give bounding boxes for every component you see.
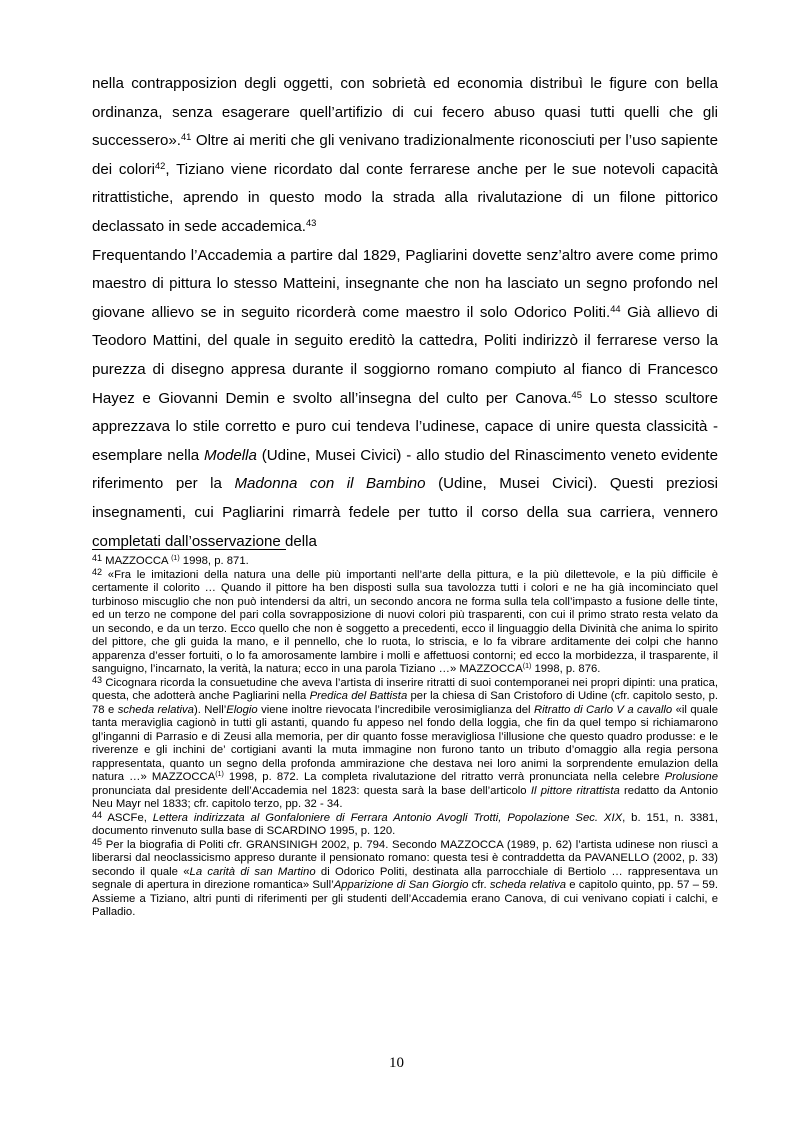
italic-text: Prolusione	[664, 771, 718, 783]
italic-text: Madonna con il Bambino	[234, 475, 426, 493]
italic-text: Lettera indirizzata al Gonfaloniere di Ferrara Antonio Avogli Trotti, Popolazione Sec. XIX	[152, 811, 623, 824]
superscript: (1)	[171, 555, 180, 563]
footnote: $^{41}$ MAZZOCCA $^{(1)}$ 1998, p. 871.	[92, 552, 249, 567]
superscript: 43	[305, 217, 317, 228]
superscript: (1)	[522, 663, 532, 671]
italic-text: La carità di san Martino	[189, 865, 316, 878]
footnote-separator	[92, 549, 286, 550]
superscript: 41	[180, 132, 192, 143]
italic-text: Elogio	[226, 703, 258, 716]
italic-text: scheda relativa	[489, 879, 566, 891]
body-paragraph: nella contrapposizion degli oggetti, con sobrietà ed economia distribuì le figure con bella ordinanza, senza esagerare quell’artifizio di cui fecero abuso quasi tutti quelli che gli successero».$^{41}$ Oltre ai meriti che gli venivano tradizionalmente riconosciuti per l’uso sapiente dei colori$^{42}$, Tiziano viene ricordato dal conte ferrarese anche per le sue notevoli capacità ritrattistiche, aprendo in questo modo la strada alla rivalutazione di un filone pittorico declassato in sede accademica.$^{43}$	[92, 75, 718, 235]
superscript: (1)	[215, 771, 224, 779]
italic-text: Predica del Battista	[309, 690, 408, 702]
footnote: $^{45}$ Per la biografia di Politi cfr. GRANSINIGH 2002, p. 794. Secondo MAZZOCCA (1989, p. 62) l’artista udinese non riuscì a liberarsi dal neoclassicismo appreso durante il pensionato romano: questa tesi è contraddetta da PAVANELLO (2002, p. 33) secondo il quale «La carità di san Martino di Odorico Politi, destinata alla parrocchiale di Bertiolo … rappresentava un segnale di apertura in direzione romantica» Sull’Apparizione di San Giorgio cfr. scheda relativa e capitolo quinto, pp. 57 – 59. Assieme a Tiziano, altri punti di riferimenti per gli studenti dell’Accademia erano Canova, di cui venivano copiati i calchi, e Palladio.	[92, 836, 719, 918]
footnote-number: 45	[92, 836, 103, 847]
body-paragraph: Frequentando l’Accademia a partire dal 1829, Pagliarini dovette senz’altro avere come primo maestro di pittura lo stesso Matteini, insegnante che non ha lasciato un segno profondo nel giovane allievo se in seguito ricorderà come maestro il solo Odorico Politi.$^{44}$ Già allievo di Teodoro Mattini, del quale in seguito ereditò la cattedra, Politi indirizzò il ferrarese verso la purezza di disegno appresa durante il soggiorno romano compiuto al fianco di Francesco Hayez e Giovanni Demin e svolto all’insegna del culto per Canova.$^{45}$ Lo stesso scultore apprezzava lo stile corretto e puro cui tendeva l’udinese, capace di unire questa classicità - esemplare nella Modella (Udine, Musei Civici) - allo studio del Rinascimento veneto evidente riferimento per la Madonna con il Bambino (Udine, Musei Civici). Questi preziosi insegnamenti, cui Pagliarini rimarrà fedele per tutto il corso della sua carriera, vennero completati dall’osservazione della	[92, 246, 719, 550]
italic-text: Modella	[204, 446, 257, 464]
footnote: $^{42}$ «Fra le imitazioni della natura una delle più importanti nell’arte della pittura, e la più dilettevole, e la più difficile è certamente il colorito … Quando il pittore ha ben disposti sulla sua tavolozza tutti i colori e ne ha già incominciato quel turbinoso miscuglio che non può intendersi da altri, un secondo ancora ne forma sulla tela coll’impasto a fusione delle tinte, ed un terzo ne compone del pari colla sovrapposizione di nuovi colori più trasparenti, con cui il primo strato resta velato da un secondo, e da un terzo. Ecco quello che non è soggetto a precedenti, ecco il linguaggio della Divinità che anima lo spirito del pittore, che gli guida la mano, e il pennello, che lo ruota, lo striscia, e lo fa vibrare arditamente dei colpi che hanno apparenza d’esser fortuiti, o lo fa amorosamente lambire i molli e affettuosi contorni; ed ecco la morbidezza, il trasparente, il sanguigno, l’incarnato, la verità, la natura; ecco in una parola Tiziano …» MAZZOCCA$^{(1)}$ 1998, p. 876.	[92, 566, 718, 675]
main-text	[92, 70, 718, 556]
footnote-number: 44	[92, 809, 103, 820]
footnote-number: 43	[92, 674, 103, 685]
footnote: $^{43}$ Cicognara ricorda la consuetudine che aveva l’artista di inserire ritratti di suoi contemporanei nei propri dipinti: una pratica, questa, che adotterà anche Pagliarini nella Predica del Battista per la chiesa di San Cristoforo di Udine (cfr. capitolo sesto, p. 78 e scheda relativa). Nell’Elogio viene inoltre rievocata l’incredibile verosimiglianza del Ritratto di Carlo V a cavallo «il quale tanta meraviglia cagionò in tutti gli astanti, quando fu appeso nel fondo della loggia, che fin da quel tempo si richiamarono gl’inganni di Parrasio e di Zeusi alla memoria, per dir quanto fosse meravigliosa l’illusione che questo quadro produsse: e le riverenze e gli inchini de’ cortigiani avanti la muta immagine non furono tanto un tributo d’omaggio alla regia persona rappresentata, quanto un segno della profonda ammirazione che destava nei loro animi la sorprendente emulazion della natura …» MAZZOCCA$^{(1)}$ 1998, p. 872. La completa rivalutazione del ritratto verrà pronunciata nella celebre Prolusione pronunciata dal presidente dell’Accademia nel 1823: questa sarà la base dell’articolo Il pittore ritrattista redatto da Antonio Neu Mayr nel 1833; cfr. capitolo terzo, pp. 32 - 34.	[92, 674, 719, 810]
superscript: 42	[154, 160, 166, 171]
italic-text: scheda relativa	[117, 703, 194, 716]
footnote-number: 41	[92, 552, 103, 563]
footnote-number: 42	[92, 566, 103, 577]
superscript: 44	[610, 303, 621, 314]
footnote: $^{44}$ ASCFe, Lettera indirizzata al Gonfaloniere di Ferrara Antonio Avogli Trotti, Popolazione Sec. XIX, b. 151, n. 3381, documento rinvenuto sulla base di SCARDINO 1995, p. 120.	[92, 809, 718, 837]
superscript: 45	[571, 389, 582, 400]
page-number: 10	[389, 1055, 404, 1071]
italic-text: Il pittore ritrattista	[530, 784, 620, 797]
footnotes	[92, 552, 719, 920]
italic-text: Ritratto di Carlo V a cavallo	[533, 703, 673, 716]
italic-text: Apparizione di San Giorgio	[333, 879, 469, 891]
